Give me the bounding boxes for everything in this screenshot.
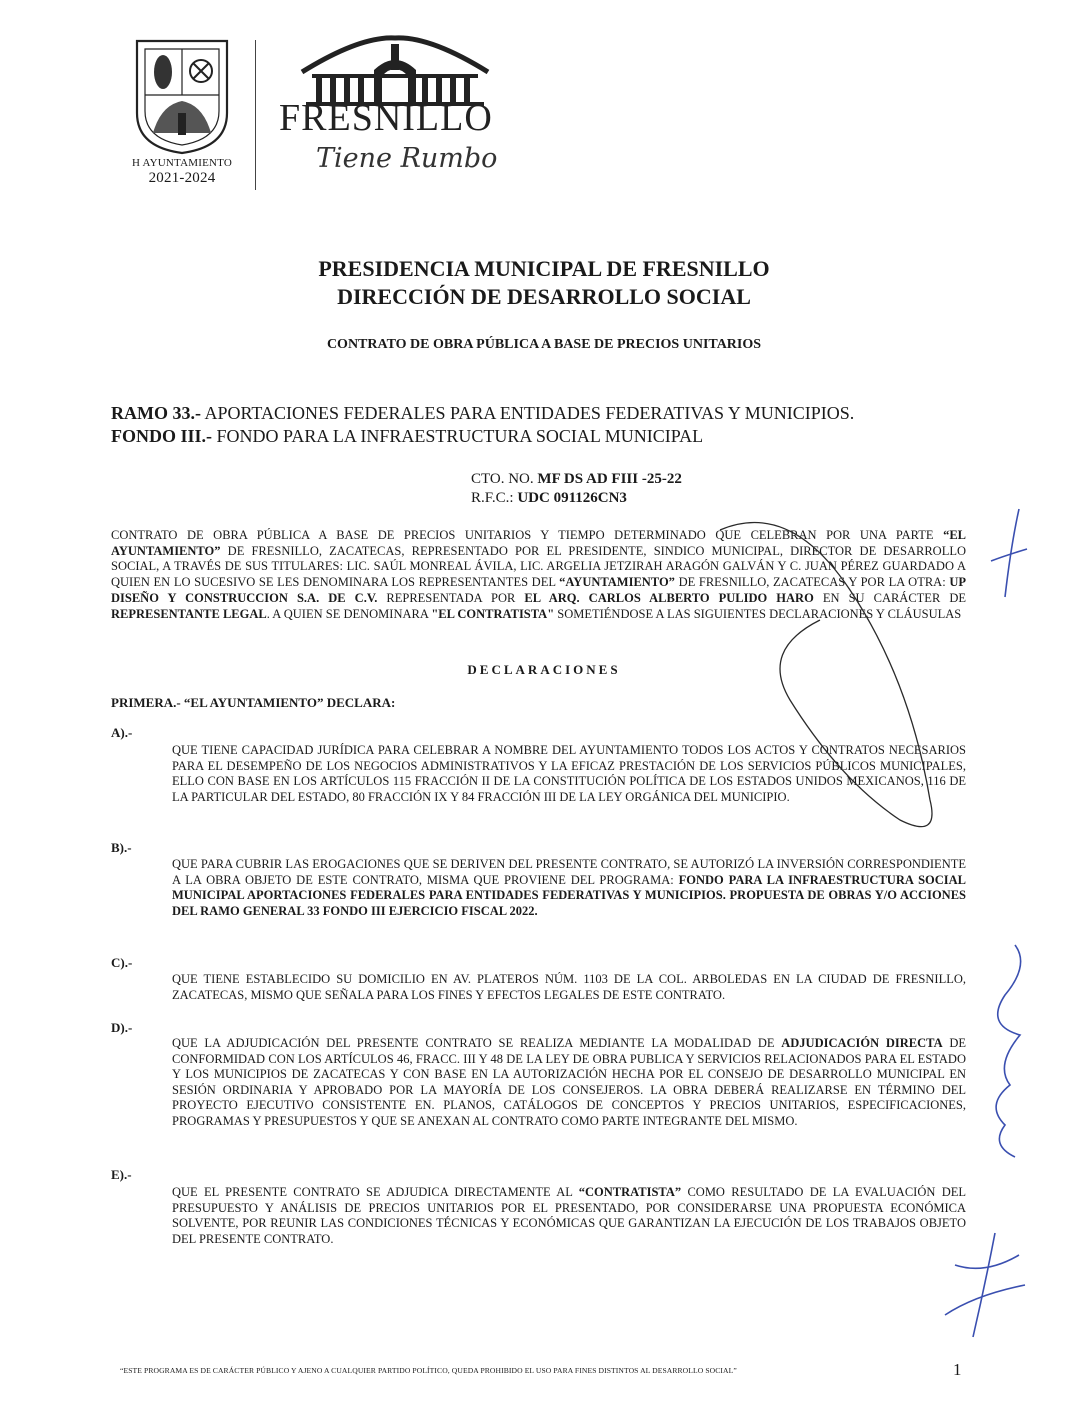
ramo-line <box>111 402 854 425</box>
primera-heading: PRIMERA.- “EL AYUNTAMIENTO” DECLARA: <box>111 695 396 710</box>
contract-subtitle: CONTRATO DE OBRA PÚBLICA A BASE DE PRECIOS UNITARIOS <box>326 337 762 352</box>
ramo-block <box>111 402 854 448</box>
signature-vertical-icon <box>975 935 1045 1165</box>
clause-e-text-1: QUE EL PRESENTE CONTRATO SE ADJUDICA DIRECTAMENTE AL <box>172 1185 579 1199</box>
clause-e-bold: “CONTRATISTA” <box>578 1185 682 1199</box>
clause-e-label: E).- <box>111 1167 132 1182</box>
ramo-label: RAMO 33.- <box>111 403 201 423</box>
clause-e-text <box>172 1185 966 1247</box>
cto-label: CTO. NO. <box>471 471 538 487</box>
cto-value: MF DS AD FIII -25-22 <box>537 471 682 487</box>
clause-d-text-1: QUE LA ADJUDICACIÓN DEL PRESENTE CONTRATO SE REALIZA MEDIANTE LA MODALIDAD DE <box>172 1036 782 1050</box>
intro-text-2: DE FRESNILLO, ZACATECAS, REPRESENTADO POR EL PRESIDENTE, SINDICO MUNICIPAL, DIRECTOR DE DESARROLLO SOCIAL, A TRAVÉS DE SUS TITULARES: LIC. SAÚL MONREAL ÁVILA, LIC. ARGELIA JETZIRAH ARAGÓN GALVÁN Y C. JUAN PÉREZ GUARDADO A QUIEN EN LO SUCESIVO SE LES DENOMINARA LOS REPRESENTANTES DEL <box>111 543 966 590</box>
fondo-label: FONDO III.- <box>111 426 213 446</box>
clause-c-label: C).- <box>111 955 133 970</box>
fondo-text: FONDO PARA LA INFRAESTRUCTURA SOCIAL MUNICIPAL <box>212 426 704 446</box>
clause-d-text <box>172 1036 966 1129</box>
intro-text-5: EN SU CARÁCTER DE <box>813 590 966 605</box>
signature-initial-top-icon <box>985 505 1035 605</box>
intro-bold-5: REPRESENTANTE LEGAL <box>111 606 267 621</box>
contract-ids <box>471 470 682 508</box>
page-number: 1 <box>953 1360 962 1379</box>
clause-c-text: QUE TIENE ESTABLECIDO SU DOMICILIO EN AV. PLATEROS NÚM. 1103 DE LA COL. ARBOLEDAS EN LA CIUDAD DE FRESNILLO, ZACATECAS, MISMO QUE SEÑALA PARA LOS FINES Y EFECTOS LEGALES DE ESTE CONTRATO. <box>172 972 966 1002</box>
intro-text-3: DE FRESNILLO, ZACATECAS Y POR LA OTRA: <box>674 575 950 590</box>
title-direccion: DIRECCIÓN DE DESARROLLO SOCIAL <box>337 284 751 309</box>
intro-bold-2: “AYUNTAMIENTO” <box>559 575 675 590</box>
header-divider <box>255 40 256 190</box>
rfc-label: R.F.C.: <box>471 490 518 506</box>
clause-e-text-2: COMO RESULTADO DE LA EVALUACIÓN DEL PRESUPUESTO Y ANÁLISIS DE PRECIOS UNITARIOS POR EL PRESENTADO, POR CONSIDERARSE UNA PROPUESTA ECONÓMICA SOLVENTE, POR REUNIR LAS CONDICIONES TÉCNICAS Y ECONÓMICAS QUE GARANTIZAN LA EJECUCIÓN DE LOS TRABAJOS OBJETO DEL PRESENTE CONTRATO. <box>172 1185 966 1246</box>
intro-text-1: CONTRATO DE OBRA PÚBLICA A BASE DE PRECIOS UNITARIOS Y TIEMPO DETERMINADO QUE CELEBRAN POR UNA PARTE <box>111 528 944 542</box>
clause-d-bold: ADJUDICACIÓN DIRECTA <box>781 1036 943 1050</box>
title-presidencia: PRESIDENCIA MUNICIPAL DE FRESNILLO <box>318 256 770 281</box>
footer-notice: “ESTE PROGRAMA ES DE CARÁCTER PÚBLICO Y AJENO A CUALQUIER PARTIDO POLÍTICO, QUEDA PROHIBIDO EL USO PARA FINES DISTINTOS AL DESARROLLO SOCIAL” <box>120 1366 737 1375</box>
clause-a-text: QUE TIENE CAPACIDAD JURÍDICA PARA CELEBRAR A NOMBRE DEL AYUNTAMIENTO TODOS LOS ACTOS Y CONTRATOS NECESARIOS PARA EL DESEMPEÑO DE LOS NEGOCIOS ADMINISTRATIVOS Y LA EFICAZ PRESTACIÓN DE LOS SERVICIOS PÚBLICOS MUNICIPALES, ELLO CON BASE EN LOS ARTÍCULOS 115 FRACCIÓN II DE LA CONSTITUCIÓN POLÍTICA DE LOS ESTADOS UNIDOS MEXICANOS, 116 DE LA PARTICULAR DEL ESTADO, 80 FRACCIÓN IX Y 84 FRACCIÓN III DE LA LEY ORGÁNICA DEL MUNICIPIO. <box>172 743 966 804</box>
clause-b-text <box>172 857 966 919</box>
intro-text-6: . A QUIEN SE DENOMINARA <box>266 606 432 621</box>
ayuntamiento-label: H AYUNTAMIENTO <box>131 157 232 169</box>
logo-tagline: Tiene Rumbo <box>316 143 498 174</box>
clause-b-text-1: QUE PARA CUBRIR LAS EROGACIONES QUE SE DERIVEN DEL PRESENTE CONTRATO, SE AUTORIZÓ LA INVERSIÓN CORRESPONDIENTE A LA OBRA OBJETO DE ESTE CONTRATO, MISMA QUE PROVIENE DEL PROGRAMA: <box>172 857 966 887</box>
clause-d-text-2: DE CONFORMIDAD CON LOS ARTÍCULOS 46, FRACC. III Y 48 DE LA LEY DE OBRA PUBLICA Y SERVICIOS RELACIONADOS PARA EL ESTADO Y LOS MUNICIPIOS DE ZACATECAS Y CON BASE EN LA AUTORIZACIÓN HECHA POR EL CONSEJO DE DESARROLLO MUNICIPAL EN SESIÓN ORDINARIA Y APROBADO POR LA MAYORÍA DE LOS CONSEJEROS. LA OBRA DEBERÁ REALIZARSE EN TÉRMINO DEL PROYECTO EJECUTIVO CONSISTENTE EN. PLANOS, CATÁLOGOS DE CONCEPTOS Y PRECIOS UNITARIOS, ESPECIFICACIONES, PROGRAMAS Y PRESUPUESTOS Y QUE SE ANEXAN AL CONTRATO COMO PARTE INTEGRANTE DEL MISMO. <box>172 1036 967 1128</box>
rfc-line <box>471 489 682 508</box>
intro-text-7: SOMETIÉNDOSE A LAS SIGUIENTES DECLARACIONES Y CLÁUSULAS <box>554 606 962 621</box>
ayuntamiento-period: 2021-2024 <box>148 170 216 186</box>
intro-text-4: REPRESENTADA POR <box>377 590 525 605</box>
clause-d-label: D).- <box>111 1020 133 1035</box>
intro-paragraph <box>111 528 966 622</box>
declaraciones-heading: DECLARACIONES <box>467 662 621 677</box>
logo-name: FRESNILLO <box>279 97 493 139</box>
intro-bold-4: EL ARQ. CARLOS ALBERTO PULIDO HARO <box>524 590 814 605</box>
rfc-value: UDC 091126CN3 <box>517 490 627 506</box>
intro-bold-6: "EL CONTRATISTA" <box>431 606 555 621</box>
clause-a-label: A).- <box>111 725 133 740</box>
clause-b-label: B).- <box>111 840 132 855</box>
intro-bold-1: “EL AYUNTAMIENTO” <box>111 528 966 558</box>
contract-number-line <box>471 470 682 489</box>
municipal-seal-icon <box>131 35 233 155</box>
ayuntamiento-caption <box>120 157 244 186</box>
ramo-text: APORTACIONES FEDERALES PARA ENTIDADES FEDERATIVAS Y MUNICIPIOS. <box>200 403 855 423</box>
fondo-line <box>111 425 854 448</box>
clause-b-program: FONDO PARA LA INFRAESTRUCTURA SOCIAL MUNICIPAL APORTACIONES FEDERALES PARA ENTIDADES FEDERATIVAS Y MUNICIPIOS. PROPUESTA DE OBRAS Y/O ACCIONES DEL RAMO GENERAL 33 FONDO III EJERCICIO FISCAL 2022. <box>172 872 966 918</box>
intro-bold-3: UP DISEÑO Y CONSTRUCCION S.A. DE C.V. <box>111 575 966 605</box>
